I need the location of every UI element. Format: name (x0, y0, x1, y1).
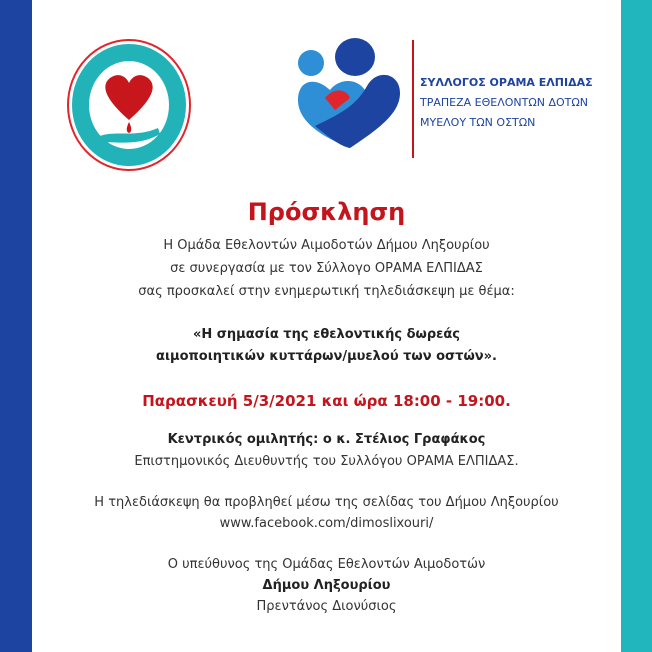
signature-municipality: Δήμου Ληξουρίου (262, 578, 391, 593)
blood-donors-logo (66, 38, 192, 172)
org-subtitle-1: ΤΡΑΠΕΖΑ ΕΘΕΛΟΝΤΩΝ ΔΟΤΩΝ (420, 96, 589, 109)
intro-line: σε συνεργασία με τον Σύλλογο ΟΡΑΜΑ ΕΛΠΙΔΑΣ (170, 261, 483, 276)
intro-line: σας προσκαλεί στην ενημερωτική τηλεδιάσκεψη με θέμα: (138, 284, 515, 299)
signature-name: Πρεντάνος Διονύσιος (256, 599, 397, 614)
orama-elpidas-logo (295, 38, 405, 160)
topic-line: αιμοποιητικών κυττάρων/μυελού των οστών». (156, 349, 497, 364)
signature-role: Ο υπεύθυνος της Ομάδας Εθελοντών Αιμοδοτών (167, 557, 486, 572)
speaker-title: Επιστημονικός Διευθυντής του Συλλόγου ΟΡΑΜΑ ΕΛΠΙΔΑΣ. (134, 454, 519, 469)
divider (412, 40, 414, 158)
topic-line: «Η σημασία της εθελοντικής δωρεάς (192, 327, 461, 342)
facebook-link[interactable]: www.facebook.com/dimoslixouri/ (219, 516, 434, 531)
org-name: ΣΥΛΛΟΓΟΣ ΟΡΑΜΑ ΕΛΠΙΔΑΣ (420, 76, 593, 89)
right-border (621, 0, 652, 652)
broadcast-text: Η τηλεδιάσκεψη θα προβληθεί μέσω της σελίδας του Δήμου Ληξουρίου (94, 495, 559, 510)
event-date: Παρασκευή 5/3/2021 και ώρα 18:00 - 19:00. (142, 392, 511, 410)
speaker-name: Κεντρικός ομιλητής: ο κ. Στέλιος Γραφάκος (167, 432, 486, 447)
intro-line: Η Ομάδα Εθελοντών Αιμοδοτών Δήμου Ληξουρίου (163, 238, 490, 253)
page-title: Πρόσκληση (247, 198, 406, 226)
left-border (0, 0, 32, 652)
org-subtitle-2: ΜΥΕΛΟΥ ΤΩΝ ΟΣΤΩΝ (420, 116, 536, 129)
